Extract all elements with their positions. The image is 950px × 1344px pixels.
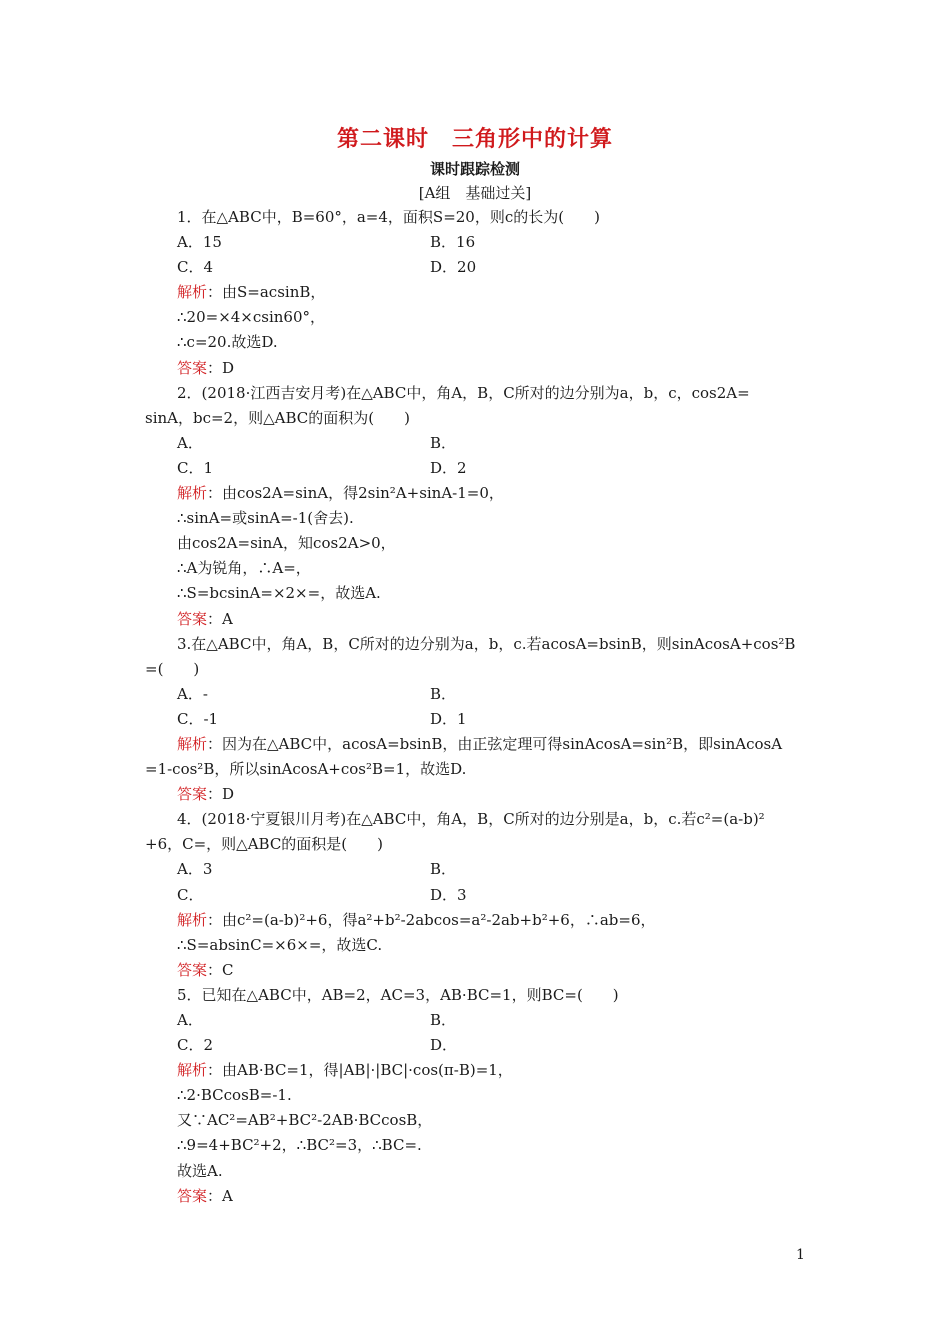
analysis-line: ∴S=absinC=×6×=，故选C. <box>177 935 383 954</box>
question-stem-cont: =( ) <box>145 659 200 678</box>
option-row <box>145 456 810 481</box>
option-d: D．1 <box>430 709 467 728</box>
analysis-line: 又∵AC²=AB²+BC²-2AB·BCcosB， <box>177 1111 433 1130</box>
exercise-content <box>145 205 810 1209</box>
page-number: 1 <box>796 1247 805 1263</box>
analysis-line: ∴2·BCcosB=-1. <box>177 1086 292 1105</box>
option-row <box>145 431 810 456</box>
analysis-line: ∴S=bcsinA=×2×=，故选A. <box>177 584 381 603</box>
option-d: D．3 <box>430 885 467 904</box>
answer-label: 答案 <box>177 960 208 979</box>
question-stem: 1．在△ABC中，B=60°，a=4，面积S=20，则c的长为( ) <box>177 208 600 226</box>
answer-line <box>145 1184 810 1209</box>
analysis-text: ：由cos2A=sinA，得2sin²A+sinA-1=0， <box>207 484 504 503</box>
option-row <box>145 230 810 255</box>
option-a: A．- <box>177 684 208 703</box>
analysis-line: ∴A为锐角，∴A=， <box>177 559 311 578</box>
analysis-label: 解析 <box>177 734 208 753</box>
option-c: C． <box>177 885 204 904</box>
option-b: B．16 <box>430 233 476 252</box>
question-stem-cont: sinA，bc=2，则△ABC的面积为( ) <box>145 408 410 427</box>
option-row <box>145 883 810 908</box>
option-b: B． <box>430 1011 457 1029</box>
analysis-text: ：由AB·BC=1，得|AB|·|BC|·cos(π-B)=1， <box>207 1061 513 1080</box>
option-a: A．3 <box>177 860 213 879</box>
answer-line <box>145 607 810 632</box>
option-c: C．-1 <box>177 709 219 728</box>
analysis-text: ：因为在△ABC中，acosA=bsinB，由正弦定理可得sinAcosA=sin²B，即sinAcosA <box>207 734 783 753</box>
analysis-line: ∴sinA=或sinA=-1(舍去). <box>177 509 354 528</box>
option-row <box>145 707 810 732</box>
analysis-line: ∴20=×4×csin60°， <box>177 308 326 327</box>
answer-line <box>145 958 810 983</box>
answer-label: 答案 <box>177 358 208 377</box>
analysis-line <box>145 732 810 757</box>
analysis-line <box>145 1058 810 1083</box>
section-subtitle: 课时跟踪检测 <box>429 160 520 178</box>
question-stem: 5．已知在△ABC中，AB=2，AC=3，AB·BC=1，则BC=( ) <box>177 985 619 1004</box>
analysis-text: ：由c²=(a-b)²+6，得a²+b²-2abcos=a²-2ab+b²+6，∴ab=6， <box>207 910 656 929</box>
question-stem: 2．(2018·江西吉安月考)在△ABC中，角A，B，C所对的边分别为a，b，c，cos2A= <box>177 383 750 402</box>
analysis-line: 由cos2A=sinA，知cos2A>0， <box>177 534 396 553</box>
option-d: D． <box>430 1036 458 1055</box>
option-a: A． <box>177 1011 203 1029</box>
analysis-line <box>145 908 810 933</box>
option-d: D．2 <box>430 458 467 477</box>
question-stem: 3.在△ABC中，角A，B，C所对的边分别为a，b，c.若acosA=bsinB，则sinAcosA+cos²B <box>177 634 796 653</box>
answer-value: ：A <box>207 1186 233 1205</box>
group-label: [A组 基础过关] <box>418 184 532 202</box>
option-row <box>145 1033 810 1058</box>
option-c: C．1 <box>177 458 214 477</box>
analysis-line <box>145 280 810 305</box>
answer-value: ：D <box>207 785 235 804</box>
page-title: 第二课时 三角形中的计算 <box>336 127 613 152</box>
answer-line <box>145 782 810 807</box>
answer-label: 答案 <box>177 785 208 804</box>
answer-value: ：A <box>207 609 233 628</box>
answer-value: ：D <box>207 358 235 377</box>
answer-value: ：C <box>207 960 234 979</box>
analysis-label: 解析 <box>177 910 208 929</box>
analysis-label: 解析 <box>177 484 208 503</box>
option-a: A．15 <box>177 233 222 252</box>
analysis-line: ∴9=4+BC²+2，∴BC²=3，∴BC=. <box>177 1136 422 1155</box>
answer-label: 答案 <box>177 609 208 628</box>
option-row <box>145 682 810 707</box>
option-d: D．20 <box>430 258 477 277</box>
analysis-label: 解析 <box>177 283 208 302</box>
analysis-text: ：由S=acsinB， <box>207 283 326 302</box>
option-row <box>145 857 810 882</box>
question-stem-cont: +6，C=，则△ABC的面积是( ) <box>145 835 384 854</box>
answer-line <box>145 356 810 381</box>
analysis-label: 解析 <box>177 1061 208 1080</box>
analysis-line <box>145 481 810 506</box>
question-stem: 4．(2018·宁夏银川月考)在△ABC中，角A，B，C所对的边分别是a，b，c.若c²=(a-b)² <box>177 810 765 829</box>
analysis-line: ∴c=20.故选D. <box>177 333 278 352</box>
option-c: C．4 <box>177 258 214 277</box>
option-b: B． <box>430 433 457 452</box>
answer-label: 答案 <box>177 1186 208 1205</box>
option-c: C．2 <box>177 1036 214 1055</box>
analysis-line: 故选A. <box>177 1161 223 1180</box>
option-b: B． <box>430 684 457 703</box>
option-row <box>145 255 810 280</box>
option-b: B． <box>430 860 457 879</box>
analysis-line-cont: =1-cos²B，所以sinAcosA+cos²B=1，故选D. <box>145 760 467 779</box>
option-row <box>145 1008 810 1033</box>
option-a: A． <box>177 433 203 452</box>
